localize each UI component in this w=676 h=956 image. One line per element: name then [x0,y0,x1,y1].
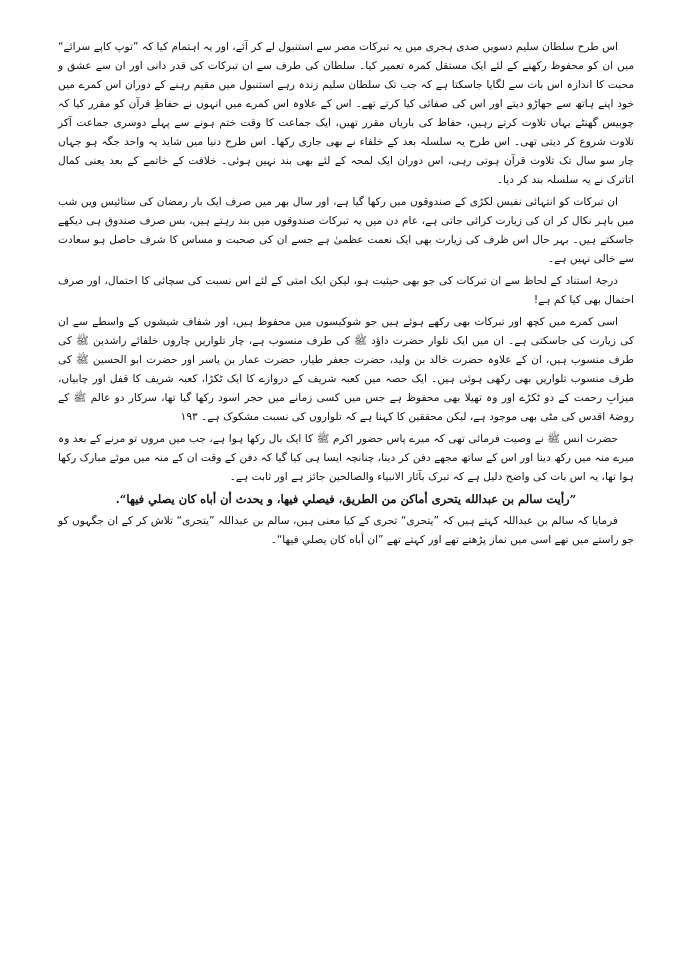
document-page [58,38,634,553]
paragraph-5: حضرت انس ﷺ نے وصیت فرمائی تھی کہ میرے پاس حضور اکرم ﷺ کا ایک بال رکھا ہوا ہے، جب میں مروں تو مرنے کے بعد وہ میرے منہ میں رکھ دینا اور اس کے ساتھ مجھے دفن کر دینا، چنانچہ ایسا ہی کیا گیا کہ دفن کے وقت ان کے منہ میں موئے مبارک رکھا ہوا تھا، یہ اس بات کی واضح دلیل ہے کہ تبرک بآثار الانبیاء والصالحین جائز ہے اور ثابت ہے۔ [58,433,634,483]
paragraph-3: درجۂ استناد کے لحاظ سے ان تبرکات کی جو بھی حیثیت ہو، لیکن ایک امتی کے لئے اس نسبت کی سچائی کا احتمال، اور صرف احتمال بھی کیا کم ہے! [58,275,634,306]
paragraph-2: ان تبرکات کو انتہائی نفیس لکڑی کے صندوقوں میں رکھا گیا ہے، اور سال بھر میں صرف ایک بار رمضان کی ستائیس ویں شب میں باہر نکال کر ان کی زیارت کرائی جاتی ہے، عام دن میں یہ تبرکات صندوقوں میں بند رہتے ہیں، بس صرف صندوق ہی دیکھے جاسکتے ہیں۔ بہر حال اس ظرف کی زیارت بھی ایک نعمت عظمیٰ ہے جسے ان کی صحبت و مساس کا شرف حاصل ہو سعادت سے خالی نہیں ہے۔ [58,196,634,265]
closing-paragraph: فرمایا کہ سالم بن عبداللہ کہتے ہیں کہ ”یتحری“ تحری کے کیا معنی ہیں، سالم بن عبداللہ ”یتحری“ تلاش کر کے ان جگہوں کو جو راستے میں تھے اسی میں نماز پڑھتے تھے اور کہتے تھے ”ان أباه كان يصلي فيها“۔ [58,515,634,546]
paragraph-1: اس طرح سلطان سلیم دسویں صدی ہجری میں یہ تبرکات مصر سے استنبول لے کر آئے، اور یہ اہتمام کیا کہ ”توپ کاپے سرائے“ میں ان کو محفوظ رکھنے کے لئے ایک مستقل کمرہ تعمیر کیا۔ سلطان کی طرف سے ان تبرکات کی قدر دانی اور ان سے عشق و محبت کا اندازہ اس بات سے لگایا جاسکتا ہے کہ جب تک سلطان سلیم زندہ رہے استنبول میں مقیم رہنے کے دوران اس کمرے میں خود اپنے ہاتھ سے جھاڑو دیتے اور اس کی صفائی کیا کرتے تھے۔ اس کے علاوہ اس کمرے میں انہوں نے حفاظِ قرآن کو مقرر کیا کہ چوبیس گھنٹے یہاں تلاوت کرتے رہیں، حفاظ کی باریاں مقرر تھیں، ایک جماعت کا وقت ختم ہونے سے پہلے دوسری جماعت آکر تلاوت شروع کر دیتی تھی۔ اس طرح یہ سلسلہ بعد کے خلفاء نے بھی جاری رکھا۔ اس طرح دنیا میں شاید یہ واحد جگہ ہو جہاں چار سو سال تک تلاوت قرآن ہوتی رہی، اس دوران ایک لمحہ کے لئے بھی بند نہیں ہوئی۔ خلافت کے خاتمے کے بعد یعنی کمال اتاترک نے یہ سلسلہ بند کر دیا۔ [58,41,634,186]
paragraph-4: اسی کمرے میں کچھ اور تبرکات بھی رکھے ہوئے ہیں جو شوکیسوں میں محفوظ ہیں، اور شفاف شیشوں کے واسطے سے ان کی زیارت کی جاسکتی ہے۔ ان میں ایک تلوار حضرت داؤد ﷺ کی طرف منسوب ہے، چار تلواریں چاروں خلفائے راشدین ﷺ کی طرف منسوب ہیں، ان کے علاوہ حضرت خالد بن ولید، حضرت جعفر طیار، حضرت عمار بن یاسر اور حضرت ابو الحسین ﷺ کی طرف منسوب تلواریں بھی رکھی ہوئی ہیں۔ ایک حصہ میں کعبہ شریف کے دروازے کا ایک ٹکڑا، کعبہ شریف کا قفل اور چابیاں، میزابِ رحمت کے دو ٹکڑے اور وہ تھیلا بھی محفوظ ہے جس میں کسی زمانے میں حجر اسود رکھا گیا تھا، سرکار دو عالم ﷺ کے روضۂ اقدس کی مٹی بھی موجود ہے، لیکن محققین کا کہنا ہے کہ تلواروں کی نسبت مشکوک ہے۔ ۱۹۳ [58,316,634,423]
arabic-quote: ”رأيت سالم بن عبدالله يتحرى أماكن من الطريق، فيصلي فيها، و يحدث أن أباه كان يصلي فيها“. [115,492,577,506]
